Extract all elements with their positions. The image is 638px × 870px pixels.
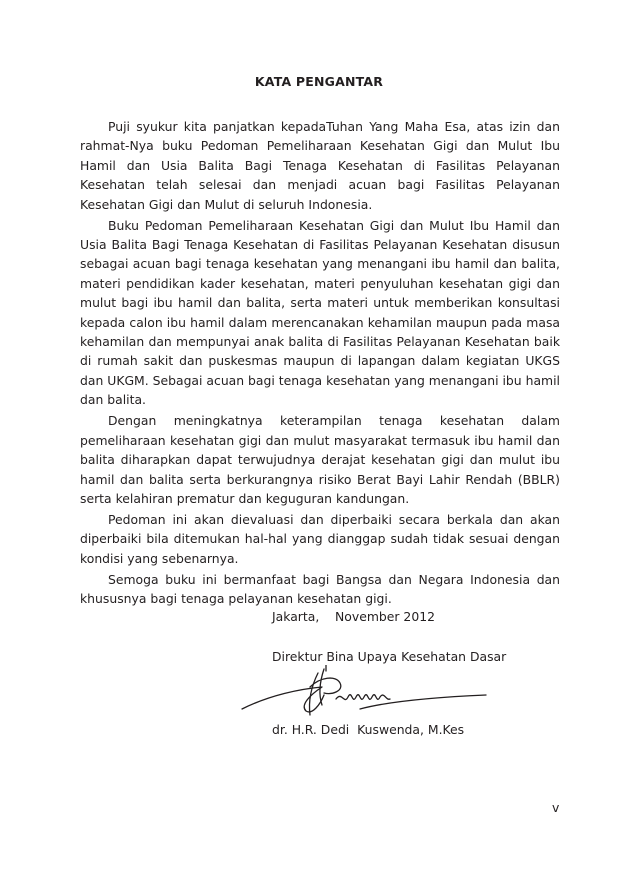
paragraph-2: Buku Pedoman Pemeliharaan Kesehatan Gigi dan Mulut Ibu Hamil dan Usia Balita Bagi Tenaga Kesehatan di Fasilitas Pelayanan Kesehatan disusun sebagai acuan bagi tenaga kesehatan yang menangani ibu hamil dan balita, materi pendidikan kader kesehatan, materi penyuluhan kesehatan gigi dan mulut bagi ibu hamil dan balita, serta materi untuk memberikan konsultasi kepada calon ibu hamil dalam merencanakan kehamilan maupun pada masa kehamilan dan mempunyai anak balita di Fasilitas Pelayanan Kesehatan baik di rumah sakit dan puskesmas maupun di lapangan dalam kegiatan UKGS dan UKGM. Sebagai acuan bagi tenaga kesehatan yang menangani ibu hamil dan balita. <box>80 217 560 408</box>
page-number: v <box>552 800 560 815</box>
signer-position: Direktur Bina Upaya Kesehatan Dasar <box>272 649 507 664</box>
signer-name: dr. H.R. Dedi Kuswenda, M.Kes <box>272 722 465 737</box>
page-title: KATA PENGANTAR <box>254 74 384 89</box>
paragraph-5: Semoga buku ini bermanfaat bagi Bangsa dan Negara Indonesia dan khususnya bagi tenaga pelayanan kesehatan gigi. <box>80 571 560 607</box>
paragraph-4: Pedoman ini akan dievaluasi dan diperbaiki secara berkala dan akan diperbaiki bila ditemukan hal-hal yang dianggap sudah tidak sesuai dengan kondisi yang sebenarnya. <box>80 511 560 566</box>
paragraph-1: Puji syukur kita panjatkan kepadaTuhan Yang Maha Esa, atas izin dan rahmat-Nya buku Pedoman Pemeliharaan Kesehatan Gigi dan Mulut Ibu Hamil dan Usia Balita Bagi Tenaga Kesehatan di Fasilitas Pelayanan Kesehatan telah selesai dan menjadi acuan bagi Fasilitas Pelayanan Kesehatan Gigi dan Mulut di seluruh Indonesia. <box>80 119 560 212</box>
paragraph-3: Dengan meningkatnya keterampilan tenaga kesehatan dalam pemeliharaan kesehatan gigi dan mulut masyarakat termasuk ibu hamil dan balita diharapkan dapat terwujudnya derajat kesehatan gigi dan mulut ibu hamil dan balita serta berkurangnya risiko Berat Bayi Lahir Rendah (BBLR) serta kelahiran prematur dan keguguran kandungan. <box>80 413 560 506</box>
place-date: Jakarta, November 2012 <box>272 609 435 624</box>
signature-icon <box>240 665 490 720</box>
foreword-body <box>80 117 560 610</box>
closing-block <box>272 607 572 667</box>
